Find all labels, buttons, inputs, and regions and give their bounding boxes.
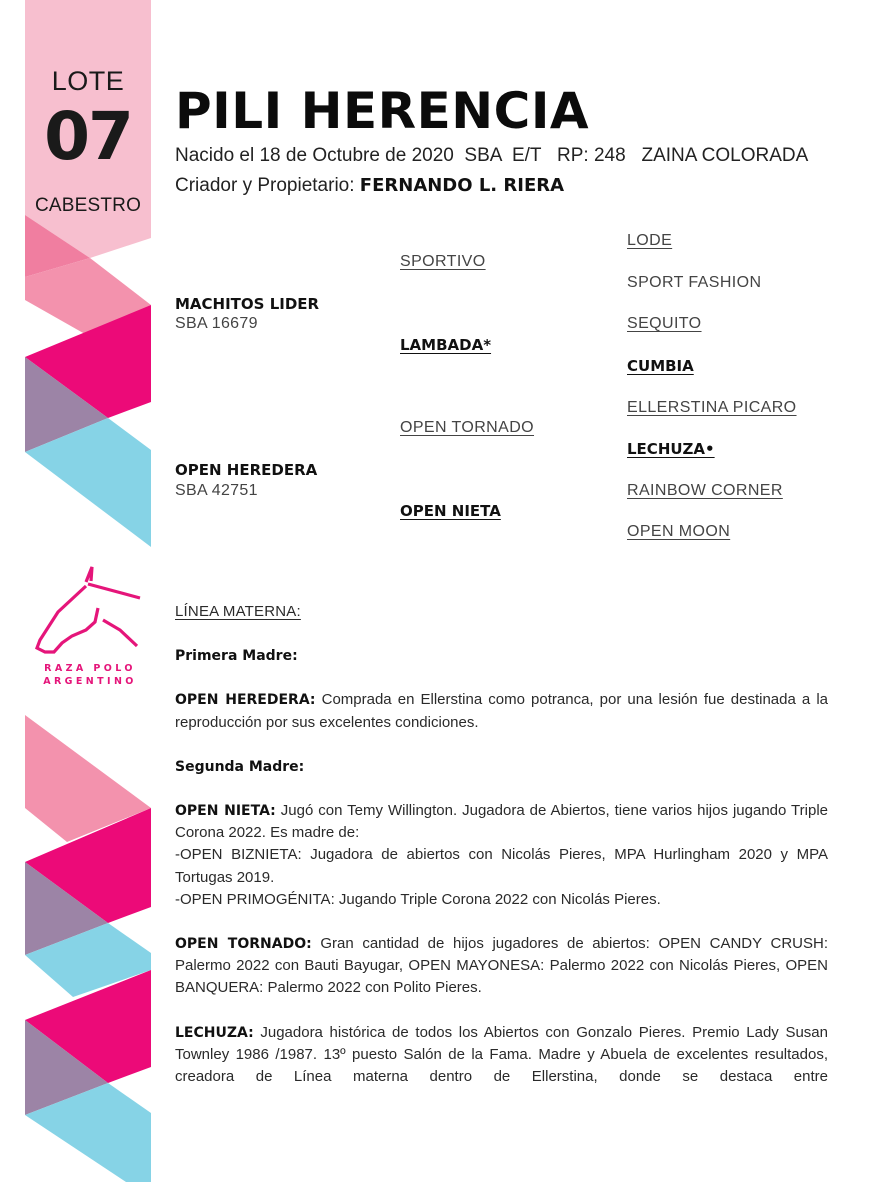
second-dam-text: Jugó con Temy Willington. Jugadora de Abiertos, tiene varios hijos jugando Triple Corona 2022. Es madre de: xyxy=(175,802,828,842)
horse-name: PILI HERENCIA xyxy=(175,82,590,140)
first-dam-text: Comprada en Ellerstina como potranca, por una lesión fue destinada a la reproducción por sus excelentes condiciones. xyxy=(175,691,828,731)
breeder-line xyxy=(175,175,564,197)
grandparent-link[interactable]: OPEN NIETA xyxy=(400,502,501,520)
lechuza-name: LECHUZA: xyxy=(175,1024,254,1041)
lechuza-text: Jugadora histórica de todos los Abiertos con Gonzalo Pieres. Premio Lady Susan Townley 1986 /1987. 13º puesto Salón de la Fama. Madre y Abuela de excelentes resultados, creadora de Línea materna dentro de Ellerstina, donde se destaca entre xyxy=(175,1023,828,1086)
logo-text-line1: RAZA POLO xyxy=(44,663,136,674)
tornado-text: Gran cantidad de hijos jugadores de abiertos: OPEN CANDY CRUSH: Palermo 2022 con Bauti Bayugar, OPEN MAYONESA: Palermo 2022 con Nicolás Pieres, OPEN BANQUERA: Palermo 2022 con Polito Pieres. xyxy=(175,935,828,997)
second-dam-name: OPEN NIETA: xyxy=(175,803,276,820)
second-dam-paragraph xyxy=(175,800,828,844)
maternal-line-heading: LÍNEA MATERNA: xyxy=(175,603,301,620)
lot-category: CABESTRO xyxy=(34,195,142,216)
great-grandparent-name: SPORT FASHION xyxy=(627,274,762,291)
lot-number: 07 xyxy=(44,98,132,175)
lot-label: LOTE xyxy=(51,66,125,96)
great-grandparent-link[interactable]: RAINBOW CORNER xyxy=(627,482,783,499)
lechuza-paragraph xyxy=(175,1022,828,1089)
grandparent-link[interactable]: SPORTIVO xyxy=(400,253,486,270)
sire-name: MACHITOS LIDER xyxy=(175,295,320,313)
breeder-label: Criador y Propietario: xyxy=(175,175,360,196)
second-dam-label: Segunda Madre: xyxy=(175,758,305,775)
great-grandparent-link[interactable]: SEQUITO xyxy=(627,315,702,332)
great-grandparent-link[interactable]: LECHUZA• xyxy=(627,440,715,458)
offspring-item: -OPEN BIZNIETA: Jugadora de abiertos con Nicolás Pieres, MPA Hurlingham 2020 y MPA Tortugas 2019. xyxy=(175,846,828,886)
maternal-line-section xyxy=(175,601,828,1088)
great-grandparent-link[interactable]: OPEN MOON xyxy=(627,523,731,540)
first-dam-name: OPEN HEREDERA: xyxy=(175,692,316,709)
offspring-item: -OPEN PRIMOGÉNITA: Jugando Triple Corona 2022 con Nicolás Pieres. xyxy=(175,890,661,908)
tornado-paragraph xyxy=(175,933,828,1000)
logo-text-line2: ARGENTINO xyxy=(43,676,137,687)
dam-name: OPEN HEREDERA xyxy=(175,461,318,479)
great-grandparent-link[interactable]: CUMBIA xyxy=(627,357,694,375)
breeder-name: FERNANDO L. RIERA xyxy=(359,175,565,196)
sire-registration: SBA 16679 xyxy=(175,315,258,332)
tornado-name: OPEN TORNADO: xyxy=(175,936,312,953)
birth-info: Nacido el 18 de Octubre de 2020 SBA E/T RP: 248 ZAINA COLORADA xyxy=(175,145,809,166)
first-dam-label: Primera Madre: xyxy=(175,648,298,665)
grandparent-link[interactable]: OPEN TORNADO xyxy=(400,419,535,436)
dam-registration: SBA 42751 xyxy=(175,482,258,499)
first-dam-paragraph xyxy=(175,689,828,733)
great-grandparent-link[interactable]: ELLERSTINA PICARO xyxy=(627,399,797,416)
great-grandparent-link[interactable]: LODE xyxy=(627,232,673,249)
grandparent-link[interactable]: LAMBADA* xyxy=(400,336,492,354)
